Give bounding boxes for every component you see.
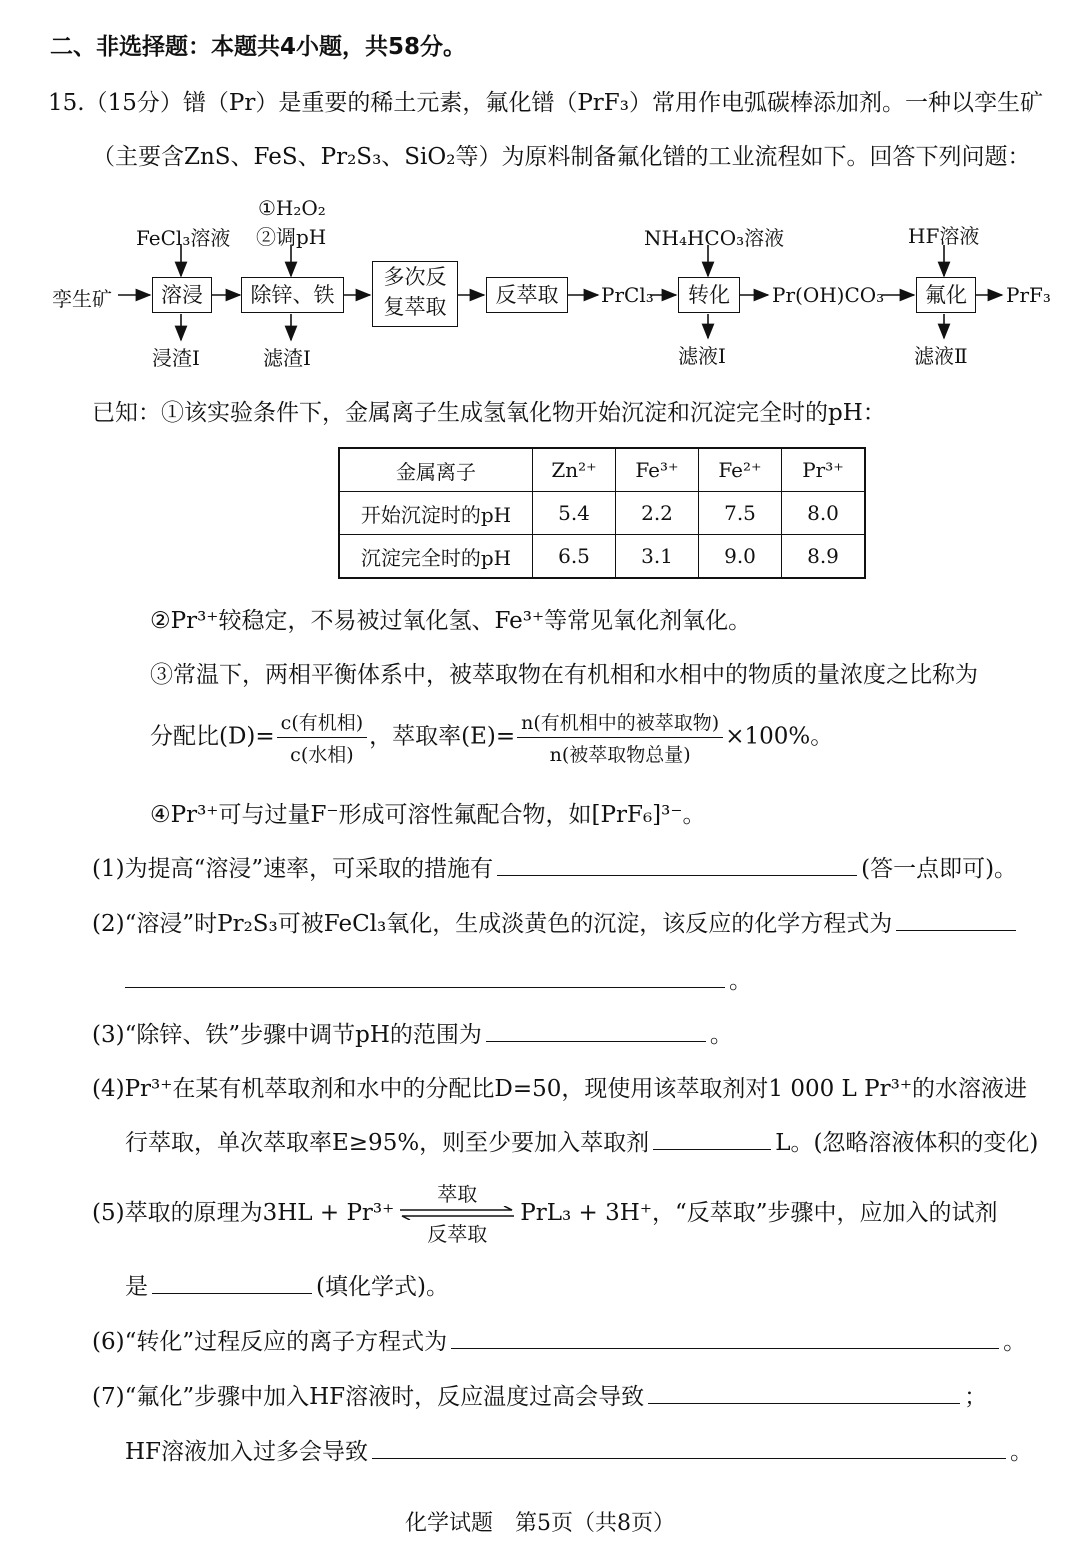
formula-d-denominator: c(水相) [290, 744, 354, 766]
ph-table-row [339, 492, 865, 535]
question-7-cont [125, 1433, 1033, 1466]
flow-input-hf: HF溶液 [908, 224, 980, 248]
flow-box-repeated-extraction [372, 261, 458, 327]
answer-blank-7b[interactable] [372, 1436, 1006, 1459]
section-title: 二、非选择题：本题共4小题，共58分。 [50, 34, 467, 60]
question-1 [92, 850, 1017, 883]
flow-output-filtrate-2: 滤液Ⅱ [914, 344, 968, 368]
flow-output-filter-residue: 滤渣I [263, 346, 311, 370]
question-4-suffix: L。(忽略溶液体积的变化) [775, 1130, 1039, 1156]
flow-input-adjust-ph: ②调pH [256, 225, 327, 249]
ph-table-cell: 6.5 [533, 535, 616, 579]
known-item-3-formula [150, 708, 833, 767]
question-5-cont [125, 1268, 449, 1301]
formula-e-denominator: n(被萃取物总量) [549, 744, 691, 766]
ph-table-cell: 9.0 [699, 535, 782, 579]
known-item-3: ③常温下，两相平衡体系中，被萃取物在有机相和水相中的物质的量浓度之比称为 [150, 662, 978, 688]
question-2-text: (2)“溶浸”时Pr₂S₃可被FeCl₃氧化，生成淡黄色的沉淀，该反应的化学方程式为 [92, 911, 893, 937]
question-3-suffix: 。 [709, 1022, 733, 1048]
question-4: (4)Pr³⁺在某有机萃取剂和水中的分配比D=50，现使用该萃取剂对1 000 L Pr³⁺的水溶液进 [92, 1076, 1027, 1102]
ph-table-cell: 开始沉淀时的pH [339, 492, 533, 535]
question-15-stem: 15.（15分）镨（Pr）是重要的稀土元素，氟化镨（PrF₃）常用作电弧碳棒添加剂。一种以孪生矿 [48, 90, 1043, 116]
ph-table-header: Pr³⁺ [782, 448, 866, 492]
question-4-text: 行萃取，单次萃取率E≥95%，则至少要加入萃取剂 [125, 1130, 650, 1156]
flow-box-back-extraction: 反萃取 [486, 277, 568, 313]
question-2-cont [125, 962, 752, 995]
question-5-suffix: (填化学式)。 [316, 1274, 449, 1300]
flow-output-filtrate-1: 滤液I [678, 344, 726, 368]
flow-input-nh4hco3: NH₄HCO₃溶液 [644, 226, 785, 250]
flow-end-prf3: PrF₃ [1006, 283, 1051, 307]
answer-blank-1[interactable] [497, 853, 857, 876]
known-item-4: ④Pr³⁺可与过量F⁻形成可溶性氟配合物，如[PrF₆]³⁻。 [150, 802, 706, 828]
question-5 [92, 1182, 998, 1244]
flow-output-leach-residue: 浸渣I [152, 346, 200, 370]
question-7-suffix: ； [964, 1384, 988, 1410]
flow-input-h2o2: ①H₂O₂ [258, 196, 326, 220]
question-5-text-2: PrL₃ + 3H⁺，“反萃取”步骤中，应加入的试剂 [520, 1200, 998, 1226]
known-intro: 已知：①该实验条件下，金属离子生成氢氧化物开始沉淀和沉淀完全时的pH： [92, 400, 886, 426]
flow-box-repeated-extraction-l2: 复萃取 [383, 295, 447, 319]
question-6-text: (6)“转化”过程反应的离子方程式为 [92, 1329, 448, 1355]
ph-table-header: Fe²⁺ [699, 448, 782, 492]
question-3-text: (3)“除锌、铁”步骤中调节pH的范围为 [92, 1022, 482, 1048]
ph-table-cell: 5.4 [533, 492, 616, 535]
flow-box-dissolve: 溶浸 [152, 277, 212, 313]
formula-d-fraction [277, 708, 367, 767]
question-1-suffix: (答一点即可)。 [861, 856, 1018, 882]
formula-d-numerator: c(有机相) [277, 708, 367, 738]
question-15-stem-cont: （主要含ZnS、FeS、Pr₂S₃、SiO₂等）为原料制备氟化镨的工业流程如下。回答下列问题： [92, 144, 1031, 170]
question-7-suffix-2: 。 [1010, 1439, 1034, 1465]
ph-table-cell: 沉淀完全时的pH [339, 535, 533, 579]
flow-box-fluorination: 氟化 [916, 277, 976, 313]
flow-start-ore: 孪生矿 [52, 287, 112, 311]
ph-table-header: 金属离子 [339, 448, 533, 492]
formula-e-lead: ，萃取率(E)= [369, 723, 516, 750]
answer-blank-4[interactable] [653, 1127, 771, 1150]
question-3 [92, 1016, 733, 1049]
formula-e-fraction [517, 708, 723, 767]
equilibrium-label-reverse: 反萃取 [427, 1222, 488, 1246]
ph-table-cell: 3.1 [616, 535, 699, 579]
question-7 [92, 1378, 987, 1411]
question-6-suffix: 。 [1003, 1329, 1027, 1355]
answer-blank-3[interactable] [486, 1019, 706, 1042]
question-7-text-2: HF溶液加入过多会导致 [125, 1439, 369, 1465]
ph-table-cell: 2.2 [616, 492, 699, 535]
formula-tail: ×100%。 [725, 723, 834, 750]
process-flowchart [0, 190, 1080, 380]
equilibrium-label-forward: 萃取 [437, 1182, 478, 1206]
question-7-text: (7)“氟化”步骤中加入HF溶液时，反应温度过高会导致 [92, 1384, 645, 1410]
formula-d-lead: 分配比(D)= [150, 723, 275, 750]
known-item-2: ②Pr³⁺较稳定，不易被过氧化氢、Fe³⁺等常见氧化剂氧化。 [150, 608, 752, 634]
ph-table-cell: 8.9 [782, 535, 866, 579]
question-5-text-3: 是 [125, 1274, 148, 1300]
ph-table-cell: 8.0 [782, 492, 866, 535]
question-5-text: (5)萃取的原理为3HL + Pr³⁺ [92, 1200, 395, 1226]
flow-box-remove-zn-fe: 除锌、铁 [241, 277, 344, 313]
flow-intermediate-prcl3: PrCl₃ [601, 283, 654, 307]
question-4-cont [125, 1124, 1038, 1157]
flow-box-repeated-extraction-l1: 多次反 [383, 265, 447, 289]
question-6 [92, 1323, 1026, 1356]
equilibrium-arrow [398, 1182, 516, 1246]
answer-blank-2a[interactable] [896, 908, 1016, 931]
flow-input-fecl3: FeCl₃溶液 [136, 226, 231, 250]
question-1-text: (1)为提高“溶浸”速率，可采取的措施有 [92, 856, 494, 882]
ph-table-header: Zn²⁺ [533, 448, 616, 492]
formula-e-numerator: n(有机相中的被萃取物) [517, 708, 723, 738]
flow-box-conversion: 转化 [678, 277, 740, 313]
answer-blank-5[interactable] [152, 1271, 312, 1294]
ph-table-header-row [339, 448, 865, 492]
ph-table-cell: 7.5 [699, 492, 782, 535]
question-2-suffix: 。 [729, 968, 752, 994]
question-2 [92, 905, 1020, 938]
ph-table-row [339, 535, 865, 579]
answer-blank-7a[interactable] [648, 1381, 960, 1404]
page-footer: 化学试题 第5页（共8页） [405, 1511, 675, 1536]
ph-table [338, 447, 866, 579]
answer-blank-6[interactable] [451, 1326, 999, 1349]
answer-blank-2b[interactable] [125, 965, 725, 988]
ph-table-header: Fe³⁺ [616, 448, 699, 492]
flow-intermediate-pr-oh-co3: Pr(OH)CO₃ [772, 283, 885, 307]
